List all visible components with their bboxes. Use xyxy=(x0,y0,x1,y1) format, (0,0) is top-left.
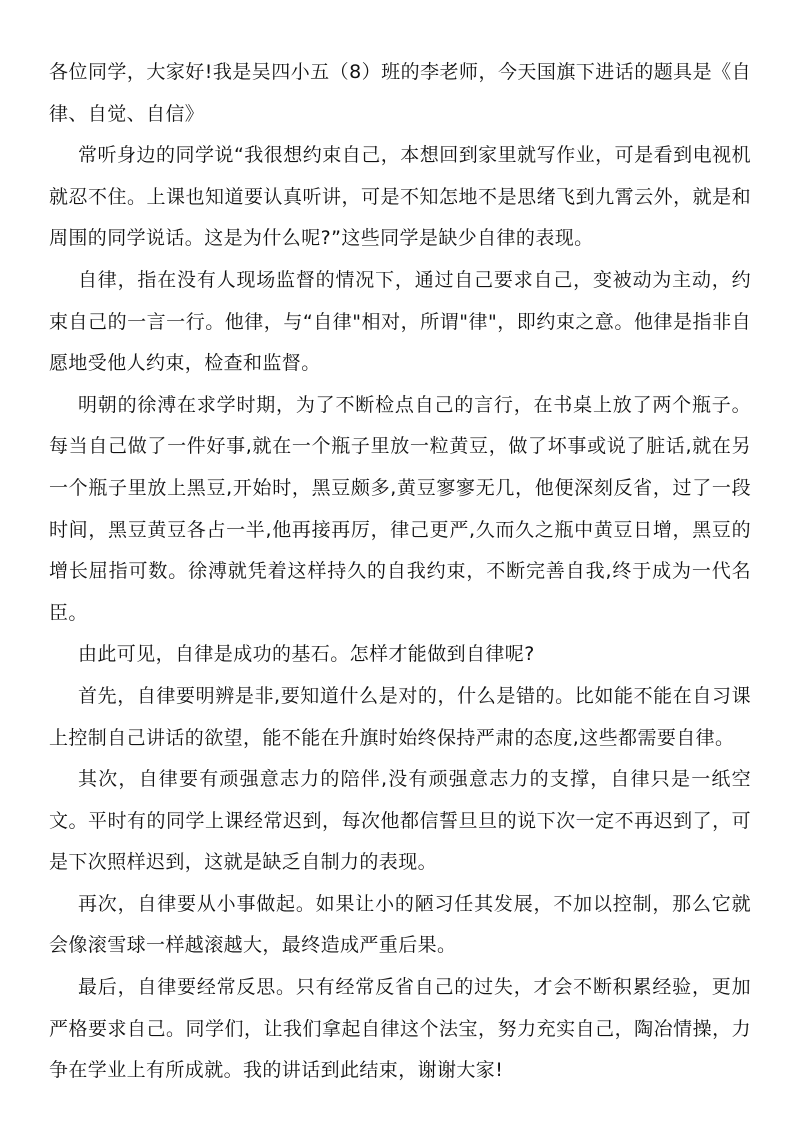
paragraph-first: 首先，自律要明辨是非,要知道什么是对的，什么是错的。比如能不能在自习课上控制自己讲话的欲望，能不能在升旗时始终保持严肃的态度,这些都需要自律。 xyxy=(49,684,751,749)
paragraph-quote: 常听身边的同学说“我很想约束自己，本想回到家里就写作业，可是看到电视机就忍不住。上课也知道要认真听讲，可是不知怎地不是思绪飞到九霄云外，就是和周围的同学说话。这是为什么呢?”这些同学是缺少自律的表现。 xyxy=(49,144,751,250)
paragraph-greeting: 各位同学，大家好!我是吴四小五（8）班的李老师，今天国旗下进话的题具是《自律、自觉、自信》 xyxy=(49,61,751,125)
speech-text xyxy=(49,52,751,1092)
paragraph-story: 明朝的徐溥在求学时期，为了不断检点自己的言行，在书桌上放了两个瓶子。每当自己做了一件好事,就在一个瓶子里放一粒黄豆，做了坏事或说了脏话,就在另一个瓶子里放上黑豆,开始时，黑豆颇多,黄豆寥寥无几，他便深刻反省，过了一段时间，黑豆黄豆各占一半,他再接再厉，律己更严,久而久之瓶中黄豆日增，黑豆的增长屈指可数。徐溥就凭着这样持久的自我约束，不断完善自我,终于成为一代名臣。 xyxy=(49,393,751,624)
paragraph-second: 其次，自律要有顽强意志力的陪伴,没有顽强意志力的支撑，自律只是一纸空文。平时有的同学上课经常迟到，每次他都信誓旦旦的说下次一定不再迟到了，可是下次照样迟到，这就是缺乏自制力的表现。 xyxy=(49,768,751,874)
paragraph-last: 最后，自律要经常反思。只有经常反省自己的过失，才会不断积累经验，更加严格要求自己。同学们，让我们拿起自律这个法宝，努力充实自己，陶冶情操，力争在学业上有所成就。我的讲话到此结束，谢谢大家! xyxy=(49,976,751,1082)
paragraph-third: 再次，自律要从小事做起。如果让小的陋习任其发展，不加以控制，那么它就会像滚雪球一样越滚越大，最终造成严重后果。 xyxy=(49,892,751,957)
paragraph-definition: 自律，指在没有人现场监督的情况下，通过自己要求自己，变被动为主动，约束自己的一言一行。他律，与“自律"相对，所谓"律"，即约束之意。他律是指非自愿地受他人约束，检查和监督。 xyxy=(49,268,751,375)
paragraph-conclusion: 由此可见，自律是成功的基石。怎样才能做到自律呢? xyxy=(78,643,535,666)
